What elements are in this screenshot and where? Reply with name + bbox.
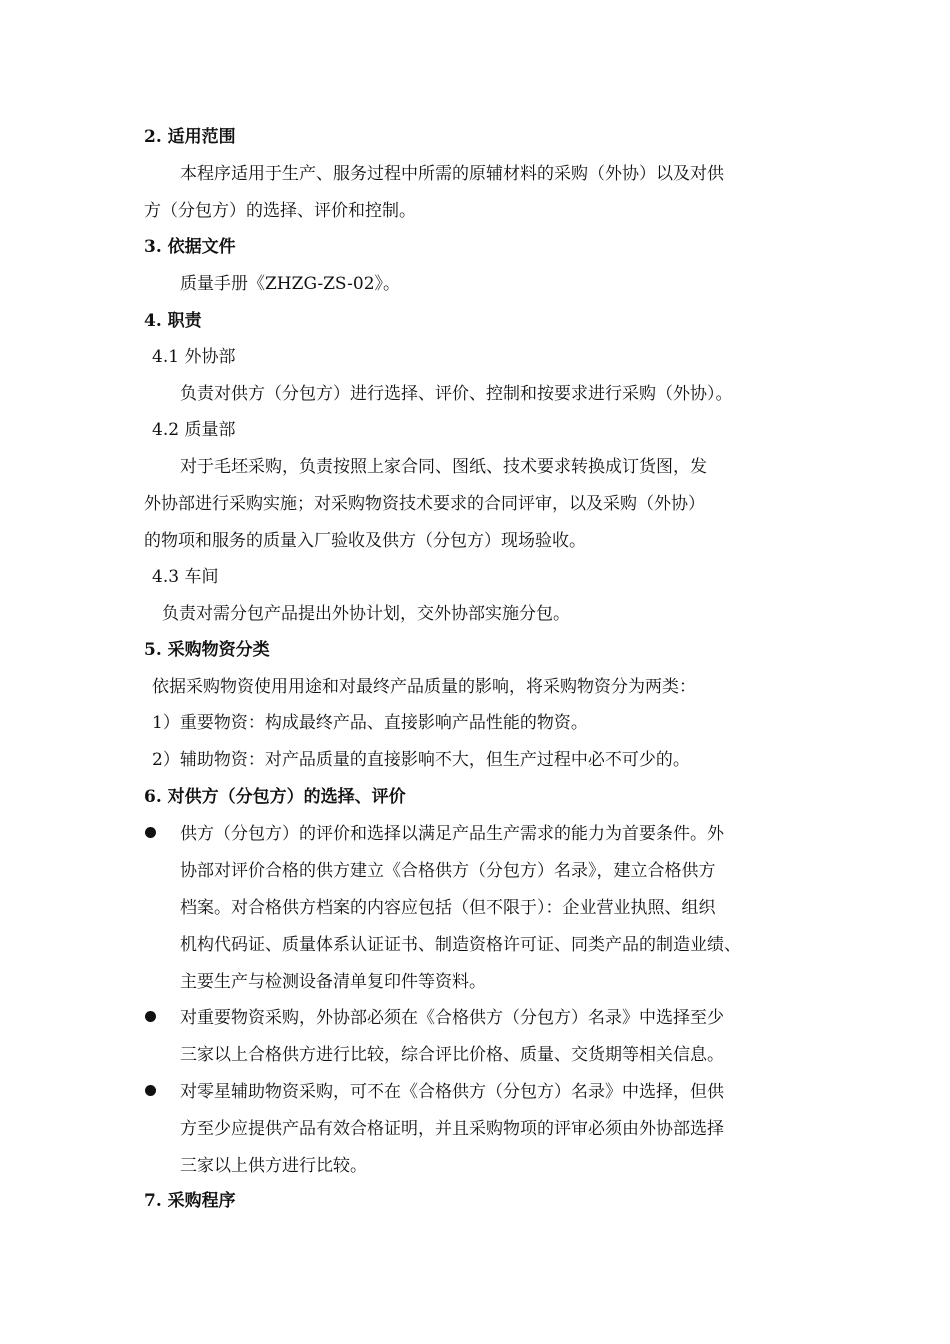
section-heading-duties: 4. 职责 <box>144 311 202 331</box>
bullet-line: 方至少应提供产品有效合格证明，并且采购物项的评审必须由外协部选择 <box>180 1119 724 1139</box>
list-item: 2）辅助物资：对产品质量的直接影响不大，但生产过程中必不可少的。 <box>152 750 690 770</box>
bullet-line: 主要生产与检测设备清单复印件等资料。 <box>180 972 486 992</box>
bullet-line: 供方（分包方）的评价和选择以满足产品生产需求的能力为首要条件。外 <box>180 824 724 844</box>
paragraph-line: 的物项和服务的质量入厂验收及供方（分包方）现场验收。 <box>144 531 586 551</box>
section-heading-procurement-procedure: 7. 采购程序 <box>144 1191 236 1211</box>
paragraph-line: 对于毛坯采购，负责按照上家合同、图纸、技术要求转换成订货图，发 <box>180 457 707 477</box>
bullet-line: 协部对评价合格的供方建立《合格供方（分包方）名录》，建立合格供方 <box>180 861 716 881</box>
bullet-icon <box>144 823 158 837</box>
section-heading-classification: 5. 采购物资分类 <box>144 640 270 660</box>
paragraph-line: 外协部进行采购实施；对采购物资技术要求的合同评审，以及采购（外协） <box>144 494 705 514</box>
section-heading-supplier-selection: 6. 对供方（分包方）的选择、评价 <box>144 787 406 807</box>
paragraph-line: 负责对需分包产品提出外协计划，交外协部实施分包。 <box>162 604 570 624</box>
subsection-heading: 4.3 车间 <box>152 567 219 587</box>
paragraph-line: 负责对供方（分包方）进行选择、评价、控制和按要求进行采购（外协）。 <box>180 384 733 404</box>
bullet-icon <box>144 1081 158 1095</box>
subsection-heading: 4.2 质量部 <box>152 420 236 440</box>
paragraph-line: 质量手册《ZHZG-ZS-02》。 <box>180 274 401 294</box>
bullet-line: 三家以上供方进行比较。 <box>180 1156 367 1176</box>
section-heading-scope: 2. 适用范围 <box>144 127 236 147</box>
bullet-line: 对重要物资采购，外协部必须在《合格供方（分包方）名录》中选择至少 <box>180 1008 724 1028</box>
paragraph-line: 本程序适用于生产、服务过程中所需的原辅材料的采购（外协）以及对供 <box>180 164 724 184</box>
bullet-line: 机构代码证、质量体系认证证书、制造资格许可证、同类产品的制造业绩、 <box>180 935 741 955</box>
bullet-line: 三家以上合格供方进行比较，综合评比价格、质量、交货期等相关信息。 <box>180 1045 724 1065</box>
list-item: 1）重要物资：构成最终产品、直接影响产品性能的物资。 <box>152 713 588 733</box>
paragraph-line: 方（分包方）的选择、评价和控制。 <box>144 201 416 221</box>
section-heading-basis: 3. 依据文件 <box>144 237 236 257</box>
subsection-heading: 4.1 外协部 <box>152 347 236 367</box>
bullet-line: 档案。对合格供方档案的内容应包括（但不限于）：企业营业执照、组织 <box>180 898 716 918</box>
paragraph-line: 依据采购物资使用用途和对最终产品质量的影响，将采购物资分为两类： <box>152 677 696 697</box>
bullet-icon <box>144 1007 158 1021</box>
bullet-line: 对零星辅助物资采购，可不在《合格供方（分包方）名录》中选择，但供 <box>180 1082 724 1102</box>
